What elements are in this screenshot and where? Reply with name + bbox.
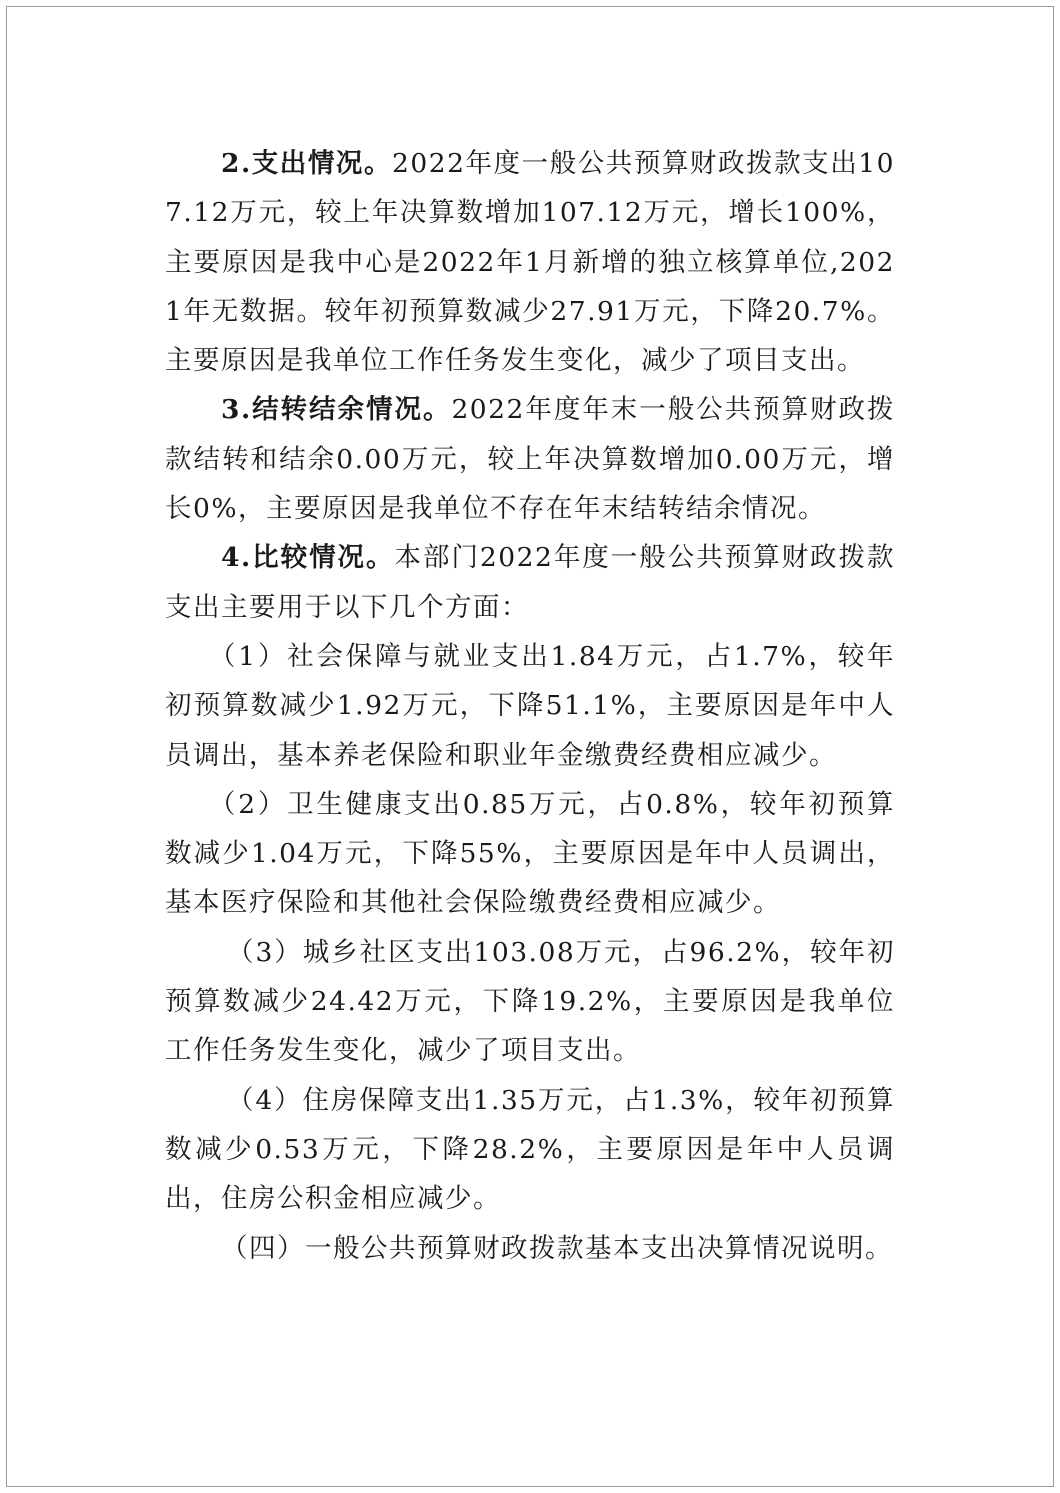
paragraph-carryover: [165, 385, 895, 533]
paragraph-expenditure: [165, 139, 895, 385]
heading-comparison: 4.比较情况。: [221, 542, 395, 574]
text-carryover: 2022年度年末一般公共预算财政拨款结转和结余0.00万元，较上年决算数增加0.00万元，增长0%，主要原因是我单位不存在年末结转结余情况。: [165, 394, 895, 525]
document-body: [165, 139, 895, 1273]
paragraph-item-4: （4）住房保障支出1.35万元，占1.3%，较年初预算数减少0.53万元，下降28.2%，主要原因是年中人员调出，住房公积金相应减少。: [165, 1084, 895, 1215]
paragraph-comparison: [165, 533, 895, 632]
text-comparison: 本部门2022年度一般公共预算财政拨款支出主要用于以下几个方面：: [165, 542, 895, 623]
paragraph-item-3: （3）城乡社区支出103.08万元，占96.2%，较年初预算数减少24.42万元，下降19.2%，主要原因是我单位工作任务发生变化，减少了项目支出。: [165, 936, 895, 1067]
paragraph-item-1: （1）社会保障与就业支出1.84万元，占1.7%，较年初预算数减少1.92万元，下降51.1%，主要原因是年中人员调出，基本养老保险和职业年金缴费经费相应减少。: [165, 640, 895, 771]
heading-expenditure: 2.支出情况。: [221, 148, 392, 179]
text-expenditure: 2022年度一般公共预算财政拨款支出107.12万元，较上年决算数增加107.12万元，增长100%，主要原因是我中心是2022年1月新增的独立核算单位,2021年无数据。较年初预算数减少27.91万元，下降20.7%。主要原因是我单位工作任务发生变化，减少了项目支出。: [165, 148, 895, 377]
paragraph-section-4: （四）一般公共预算财政拨款基本支出决算情况说明。: [221, 1232, 893, 1264]
paragraph-item-2: （2）卫生健康支出0.85万元，占0.8%，较年初预算数减少1.04万元，下降55%，主要原因是年中人员调出，基本医疗保险和其他社会保险缴费经费相应减少。: [165, 788, 895, 919]
heading-carryover: 3.结转结余情况。: [221, 394, 452, 426]
